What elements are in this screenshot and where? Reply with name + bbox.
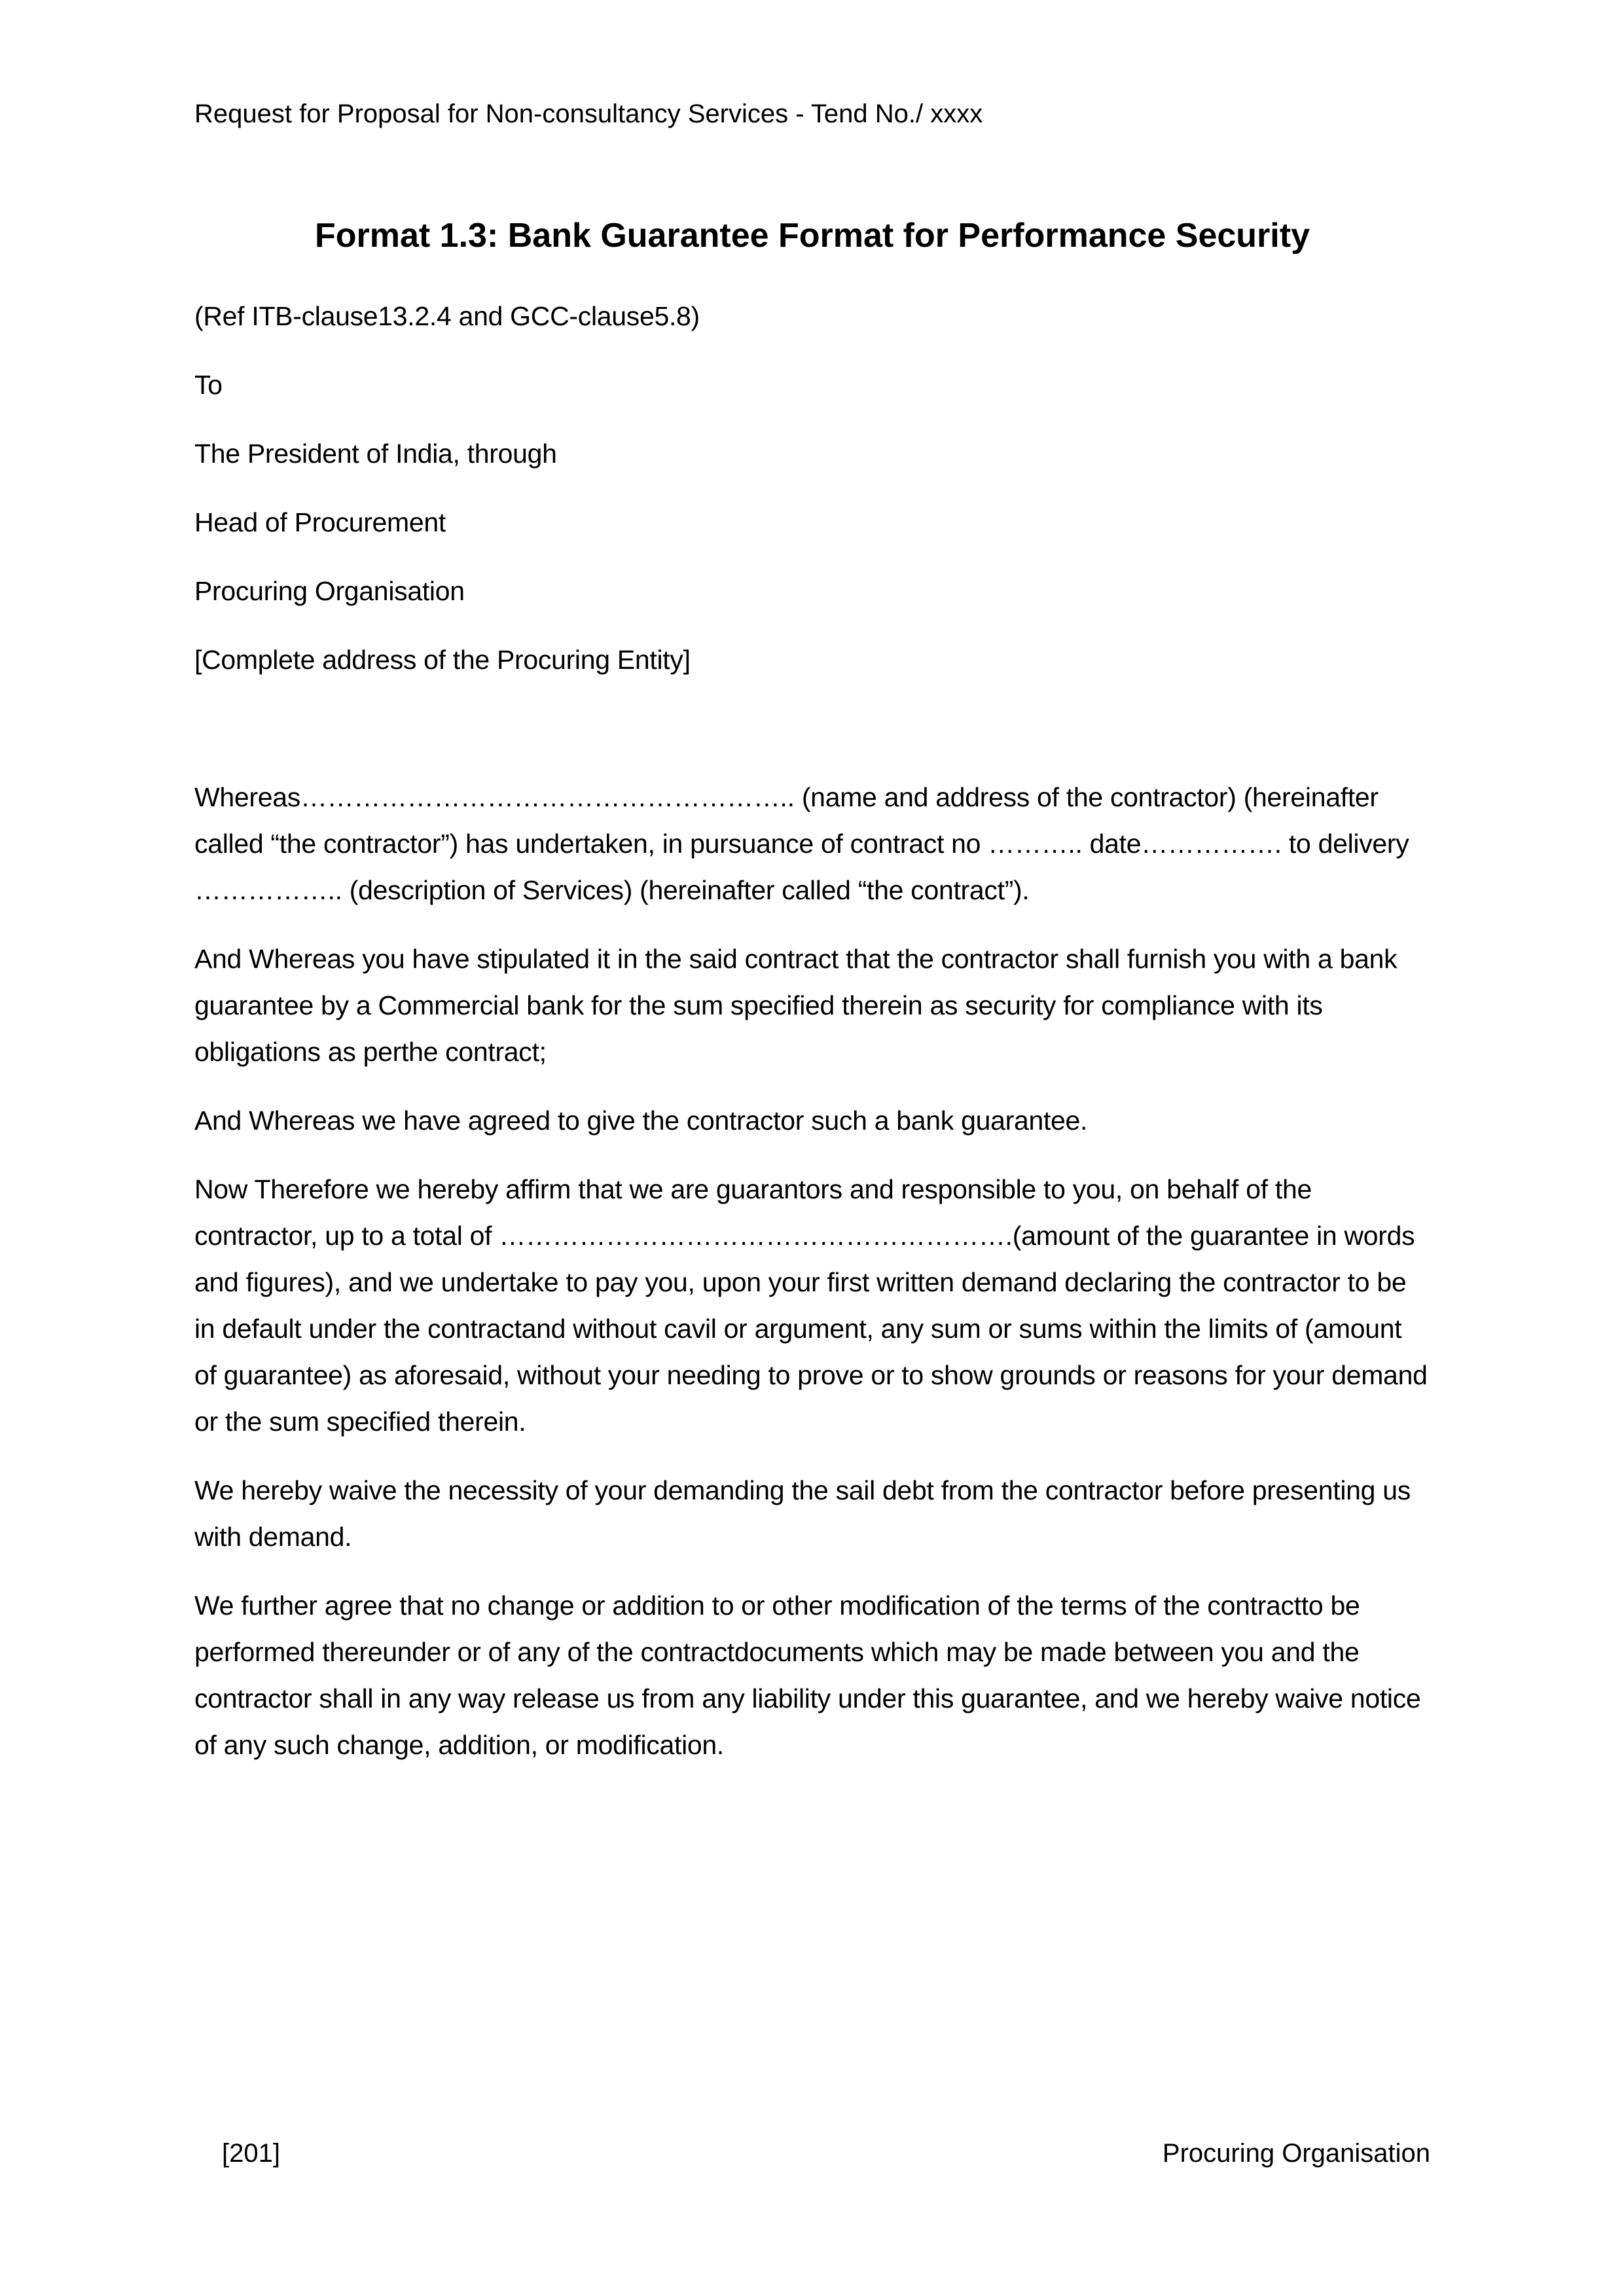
page-footer — [194, 2138, 1430, 2169]
body-paragraph-whereas: Whereas……………………………………………….. (name and address of the contractor) (hereinafter called “the contractor”) has undertaken, in pursuance of contract no ……….. date……………. to delivery …………….. (description of Services) (hereinafter called “the contract”). — [194, 782, 1409, 905]
address-line-head-of-procurement: Head of Procurement — [194, 507, 446, 537]
running-header: Request for Proposal for Non-consultancy Services - Tend No./ xxxx — [194, 99, 983, 128]
address-line-complete-address: [Complete address of the Procuring Entity] — [194, 645, 691, 675]
address-line-to: To — [194, 370, 223, 400]
body-paragraph-further-agree: We further agree that no change or addition to or other modification of the terms of the contractto be performed thereunder or of any of the contractdocuments which may be made between you and the contractor shall in any way release us from any liability under this guarantee, and we hereby waive notice of any such change, addition, or modification. — [194, 1590, 1421, 1760]
body-paragraph-now-therefore: Now Therefore we hereby affirm that we are guarantors and responsible to you, on behalf of the contractor, up to a total of ………………………………………………….(amount of the guarantee in words and figures), and we undertake to pay you, upon your first written demand declaring the contractor to be in default under the contractand without cavil or argument, any sum or sums within the limits of (amount of guarantee) as aforesaid, without your needing to prove or to show grounds or reasons for your demand or the sum specified therein. — [194, 1174, 1428, 1437]
blank-line — [194, 706, 1430, 752]
body-paragraph-agreed: And Whereas we have agreed to give the contractor such a bank guarantee. — [194, 1105, 1088, 1136]
body-paragraph-stipulated: And Whereas you have stipulated it in the said contract that the contractor shall furnish you with a bank guarantee by a Commercial bank for the sum specified therein as security for compliance with its obligations as perthe contract; — [194, 944, 1398, 1067]
address-line-president: The President of India, through — [194, 439, 557, 469]
page-title: Format 1.3: Bank Guarantee Format for Performance Security — [314, 217, 1310, 255]
address-line-procuring-organisation: Procuring Organisation — [194, 576, 465, 606]
footer-organisation-label: Procuring Organisation — [1162, 2139, 1430, 2168]
reference-line: (Ref ITB-clause13.2.4 and GCC-clause5.8) — [194, 301, 700, 331]
page-number: [201] — [222, 2139, 280, 2168]
document-content — [194, 0, 1430, 1791]
body-paragraph-waive-necessity: We hereby waive the necessity of your demanding the sail debt from the contractor before presenting us with demand. — [194, 1475, 1411, 1552]
